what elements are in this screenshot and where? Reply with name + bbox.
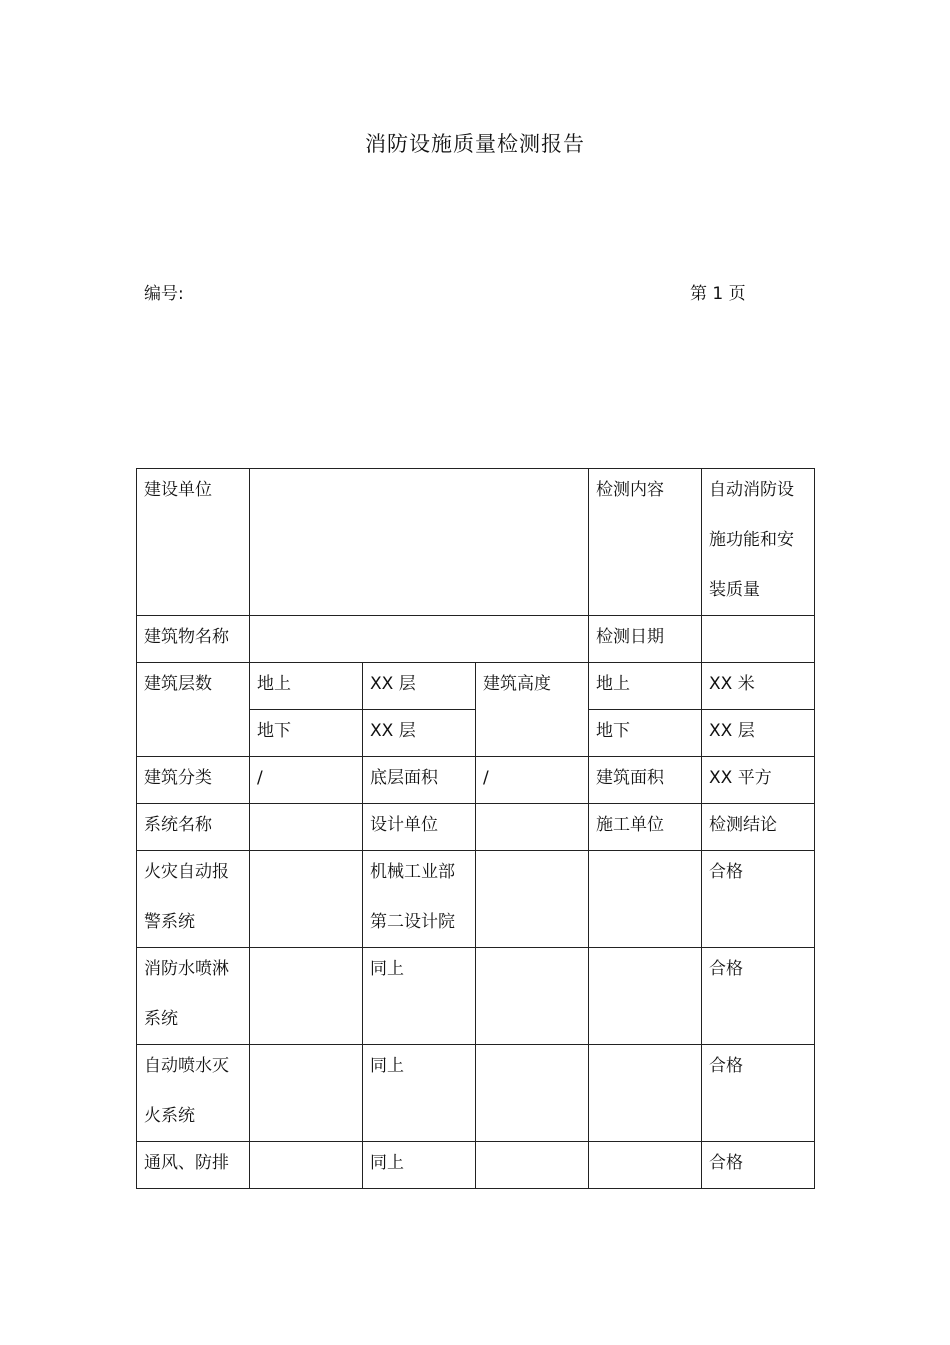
table-row-system xyxy=(137,1045,815,1142)
system-conclusion: 合格 xyxy=(702,948,815,1045)
table-row-system-header xyxy=(137,804,815,851)
system-conclusion: 合格 xyxy=(702,1142,815,1189)
ground-floor-area-value: / xyxy=(476,757,589,804)
system-design-unit: 同上 xyxy=(363,1142,476,1189)
height-label: 建筑高度 xyxy=(476,663,589,757)
empty-cell xyxy=(476,804,589,851)
construction-unit-value xyxy=(250,469,589,616)
empty-cell xyxy=(250,948,363,1045)
system-construction-company xyxy=(589,1142,702,1189)
system-name: 消防水喷淋 系统 xyxy=(137,948,250,1045)
inspection-content-value: 自动消防设 施功能和安 装质量 xyxy=(702,469,815,616)
empty-cell xyxy=(476,1142,589,1189)
empty-cell xyxy=(250,851,363,948)
building-name-label: 建筑物名称 xyxy=(137,616,250,663)
construction-company-header: 施工单位 xyxy=(589,804,702,851)
system-design-unit: 机械工业部 第二设计院 xyxy=(363,851,476,948)
building-name-value xyxy=(250,616,589,663)
below-ground-label: 地下 xyxy=(250,710,363,757)
inspection-content-label: 检测内容 xyxy=(589,469,702,616)
conclusion-header: 检测结论 xyxy=(702,804,815,851)
system-design-unit: 同上 xyxy=(363,948,476,1045)
category-value: / xyxy=(250,757,363,804)
inspection-date-value xyxy=(702,616,815,663)
category-label: 建筑分类 xyxy=(137,757,250,804)
system-design-unit: 同上 xyxy=(363,1045,476,1142)
above-ground-label: 地上 xyxy=(250,663,363,710)
height-below-value: XX 层 xyxy=(702,710,815,757)
building-area-label: 建筑面积 xyxy=(589,757,702,804)
system-name-header: 系统名称 xyxy=(137,804,250,851)
page-number-label: 第 1 页 xyxy=(690,284,746,304)
below-ground-floors: XX 层 xyxy=(363,710,476,757)
system-construction-company xyxy=(589,851,702,948)
table-row-building-name xyxy=(137,616,815,663)
table-row-category xyxy=(137,757,815,804)
system-name: 自动喷水灭 火系统 xyxy=(137,1045,250,1142)
empty-cell xyxy=(250,1142,363,1189)
system-conclusion: 合格 xyxy=(702,1045,815,1142)
table-row-floors-above xyxy=(137,663,815,710)
design-unit-header: 设计单位 xyxy=(363,804,476,851)
inspection-table xyxy=(136,468,815,1189)
system-conclusion: 合格 xyxy=(702,851,815,948)
table-row-construction-unit xyxy=(137,469,815,616)
empty-cell xyxy=(476,851,589,948)
height-above-value: XX 米 xyxy=(702,663,815,710)
height-above-label: 地上 xyxy=(589,663,702,710)
system-construction-company xyxy=(589,948,702,1045)
empty-cell xyxy=(476,1045,589,1142)
empty-cell xyxy=(250,804,363,851)
table-row-system xyxy=(137,1142,815,1189)
report-title: 消防设施质量检测报告 xyxy=(365,132,585,156)
height-below-label: 地下 xyxy=(589,710,702,757)
construction-unit-label: 建设单位 xyxy=(137,469,250,616)
above-ground-floors: XX 层 xyxy=(363,663,476,710)
system-name: 火灾自动报 警系统 xyxy=(137,851,250,948)
empty-cell xyxy=(250,1045,363,1142)
table-row-system xyxy=(137,851,815,948)
ground-floor-area-label: 底层面积 xyxy=(363,757,476,804)
system-construction-company xyxy=(589,1045,702,1142)
table-row-system xyxy=(137,948,815,1045)
floors-label: 建筑层数 xyxy=(137,663,250,757)
report-number-label: 编号: xyxy=(144,284,184,304)
empty-cell xyxy=(476,948,589,1045)
building-area-value: XX 平方 xyxy=(702,757,815,804)
system-name: 通风、防排 xyxy=(137,1142,250,1189)
inspection-date-label: 检测日期 xyxy=(589,616,702,663)
